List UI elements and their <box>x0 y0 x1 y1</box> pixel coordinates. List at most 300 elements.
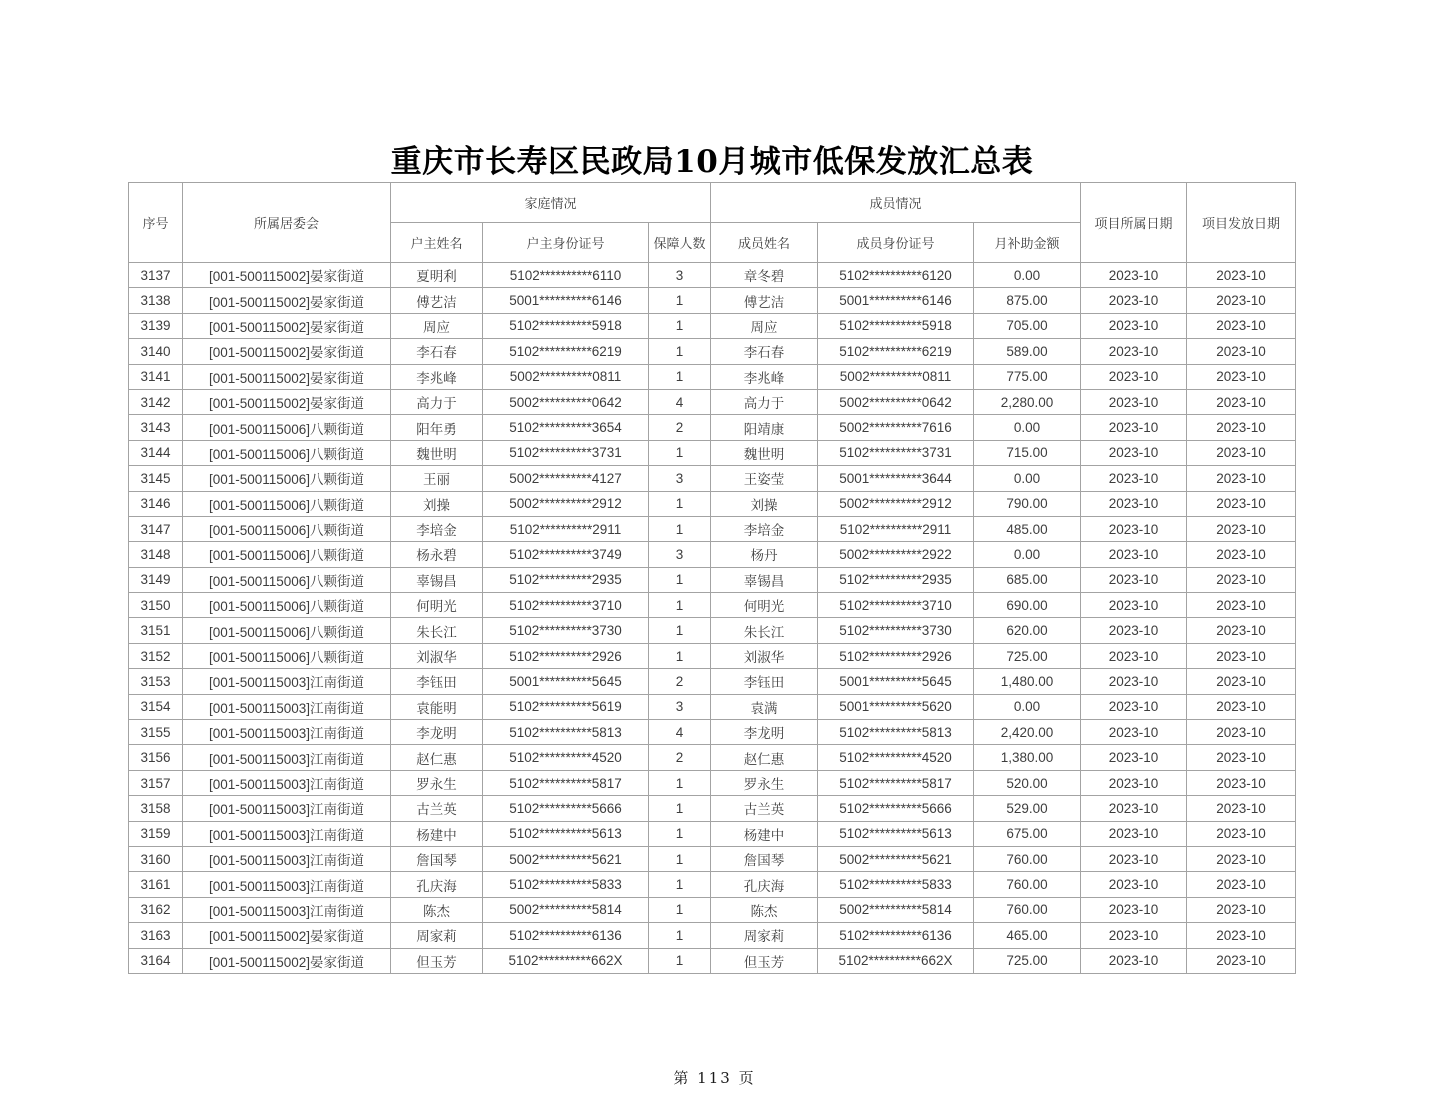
table-cell: 5002**********0642 <box>483 389 649 414</box>
col-header-seq: 序号 <box>129 183 183 263</box>
table-cell: 但玉芳 <box>391 948 483 973</box>
table-row <box>129 542 1296 567</box>
table-cell: 5102**********2935 <box>818 567 974 592</box>
table-cell: 2023-10 <box>1081 770 1187 795</box>
table-cell: 2023-10 <box>1081 288 1187 313</box>
col-header-member-id: 成员身份证号 <box>818 223 974 263</box>
table-cell: 5102**********5619 <box>483 694 649 719</box>
table-cell: 2023-10 <box>1187 923 1296 948</box>
table-cell: 1 <box>649 770 711 795</box>
table-cell: 5102**********6219 <box>818 339 974 364</box>
table-cell: 陈杰 <box>391 897 483 922</box>
table-cell: 1 <box>649 643 711 668</box>
table-cell: 3137 <box>129 263 183 288</box>
table-cell: 古兰英 <box>391 796 483 821</box>
table-cell: 周家莉 <box>711 923 818 948</box>
table-cell: 2023-10 <box>1187 339 1296 364</box>
table-row <box>129 364 1296 389</box>
table-cell: 5102**********2911 <box>483 516 649 541</box>
table-cell: 2023-10 <box>1187 643 1296 668</box>
table-cell: 5002**********5814 <box>483 897 649 922</box>
table-cell: 1 <box>649 872 711 897</box>
table-cell: 1 <box>649 897 711 922</box>
table-cell: [001-500115002]晏家街道 <box>183 263 391 288</box>
table-cell: 2023-10 <box>1081 846 1187 871</box>
table-cell: 2 <box>649 745 711 770</box>
table-cell: 3138 <box>129 288 183 313</box>
table-cell: 465.00 <box>974 923 1081 948</box>
table-cell: [001-500115002]晏家街道 <box>183 389 391 414</box>
table-row <box>129 669 1296 694</box>
page-footer: 第 113 页 <box>673 1069 756 1087</box>
table-cell: 詹国琴 <box>711 846 818 871</box>
table-cell: 5002**********2922 <box>818 542 974 567</box>
table-cell: 3149 <box>129 567 183 592</box>
table-cell: 朱长江 <box>711 618 818 643</box>
table-cell: 高力于 <box>711 389 818 414</box>
table-cell: 3142 <box>129 389 183 414</box>
table-row <box>129 897 1296 922</box>
table-cell: 2023-10 <box>1187 745 1296 770</box>
table-row <box>129 415 1296 440</box>
table-cell: 5102**********3731 <box>483 440 649 465</box>
table-cell: 3163 <box>129 923 183 948</box>
table-cell: 杨永碧 <box>391 542 483 567</box>
table-cell: 5002**********2912 <box>818 491 974 516</box>
table-cell: 赵仁惠 <box>711 745 818 770</box>
table-cell: 5102**********6110 <box>483 263 649 288</box>
table-cell: 4 <box>649 389 711 414</box>
table-cell: 2023-10 <box>1187 415 1296 440</box>
table-cell: 5102**********6120 <box>818 263 974 288</box>
table-cell: 杨建中 <box>711 821 818 846</box>
table-cell: 2023-10 <box>1187 263 1296 288</box>
table-cell: 陈杰 <box>711 897 818 922</box>
table-cell: 阳年勇 <box>391 415 483 440</box>
table-cell: 1 <box>649 948 711 973</box>
table-cell: 罗永生 <box>711 770 818 795</box>
table-cell: 2023-10 <box>1081 263 1187 288</box>
table-cell: [001-500115006]八颗街道 <box>183 466 391 491</box>
table-cell: [001-500115003]江南街道 <box>183 821 391 846</box>
table-cell: [001-500115002]晏家街道 <box>183 288 391 313</box>
table-cell: 5102**********662X <box>818 948 974 973</box>
table-cell: 3164 <box>129 948 183 973</box>
table-cell: 5102**********5918 <box>483 313 649 338</box>
table-cell: 1,480.00 <box>974 669 1081 694</box>
table-cell: 王丽 <box>391 466 483 491</box>
table-cell: 5001**********5620 <box>818 694 974 719</box>
col-header-householder-id: 户主身份证号 <box>483 223 649 263</box>
table-cell: 李钰田 <box>391 669 483 694</box>
table-cell: 5102**********3730 <box>483 618 649 643</box>
table-cell: 何明光 <box>711 593 818 618</box>
table-cell: 5102**********5813 <box>483 720 649 745</box>
table-cell: 杨建中 <box>391 821 483 846</box>
table-cell: 5102**********5817 <box>483 770 649 795</box>
table-cell: [001-500115006]八颗街道 <box>183 567 391 592</box>
table-row <box>129 313 1296 338</box>
table-cell: 李培金 <box>391 516 483 541</box>
table-cell: 3 <box>649 542 711 567</box>
table-cell: 1 <box>649 288 711 313</box>
table-cell: [001-500115003]江南街道 <box>183 796 391 821</box>
table-cell: 1,380.00 <box>974 745 1081 770</box>
table-cell: 刘淑华 <box>391 643 483 668</box>
table-row <box>129 339 1296 364</box>
table-cell: [001-500115006]八颗街道 <box>183 593 391 618</box>
table-cell: 5102**********2935 <box>483 567 649 592</box>
table-cell: 1 <box>649 364 711 389</box>
table-cell: 5002**********5814 <box>818 897 974 922</box>
col-header-issue-month: 项目发放日期 <box>1187 183 1296 263</box>
col-header-householder-name: 户主姓名 <box>391 223 483 263</box>
table-cell: 760.00 <box>974 846 1081 871</box>
table-cell: 3145 <box>129 466 183 491</box>
table-cell: 690.00 <box>974 593 1081 618</box>
table-row <box>129 923 1296 948</box>
table-cell: [001-500115006]八颗街道 <box>183 440 391 465</box>
table-cell: 1 <box>649 821 711 846</box>
table-cell: 2,280.00 <box>974 389 1081 414</box>
table-cell: 2023-10 <box>1081 872 1187 897</box>
table-cell: 袁能明 <box>391 694 483 719</box>
table-cell: 5002**********5621 <box>818 846 974 871</box>
table-cell: [001-500115003]江南街道 <box>183 694 391 719</box>
table-cell: 2023-10 <box>1187 720 1296 745</box>
table-cell: 725.00 <box>974 643 1081 668</box>
table-cell: 2023-10 <box>1081 389 1187 414</box>
table-cell: 5102**********4520 <box>483 745 649 770</box>
table-cell: 2023-10 <box>1187 846 1296 871</box>
table-cell: 5102**********2911 <box>818 516 974 541</box>
table-cell: 1 <box>649 313 711 338</box>
table-cell: 2023-10 <box>1187 694 1296 719</box>
table-cell: 2023-10 <box>1081 440 1187 465</box>
table-row <box>129 694 1296 719</box>
table-row <box>129 491 1296 516</box>
table-cell: [001-500115003]江南街道 <box>183 872 391 897</box>
table-row <box>129 618 1296 643</box>
table-cell: 辜锡昌 <box>391 567 483 592</box>
table-row <box>129 948 1296 973</box>
table-cell: 2023-10 <box>1187 440 1296 465</box>
table-cell: 2 <box>649 669 711 694</box>
table-cell: 1 <box>649 516 711 541</box>
table-cell: 2023-10 <box>1081 466 1187 491</box>
table-cell: 5102**********5666 <box>818 796 974 821</box>
table-cell: 5102**********5613 <box>483 821 649 846</box>
table-cell: 3139 <box>129 313 183 338</box>
table-row <box>129 643 1296 668</box>
table-cell: 5102**********6136 <box>818 923 974 948</box>
table-cell: 3152 <box>129 643 183 668</box>
table-cell: 周应 <box>391 313 483 338</box>
table-cell: 685.00 <box>974 567 1081 592</box>
table-cell: 2023-10 <box>1187 313 1296 338</box>
table-cell: 2023-10 <box>1187 542 1296 567</box>
table-row <box>129 567 1296 592</box>
table-cell: 3 <box>649 694 711 719</box>
table-cell: 0.00 <box>974 542 1081 567</box>
table-cell: 2023-10 <box>1187 491 1296 516</box>
table-cell: 5102**********5666 <box>483 796 649 821</box>
table-cell: 5001**********5645 <box>483 669 649 694</box>
table-cell: 2023-10 <box>1187 567 1296 592</box>
table-cell: 魏世明 <box>391 440 483 465</box>
col-group-member: 成员情况 <box>711 183 1081 223</box>
table-cell: 620.00 <box>974 618 1081 643</box>
header-row-groups <box>129 183 1296 223</box>
table-cell: 5001**********3644 <box>818 466 974 491</box>
table-cell: 袁满 <box>711 694 818 719</box>
table-cell: 3159 <box>129 821 183 846</box>
col-header-committee: 所属居委会 <box>183 183 391 263</box>
table-cell: 3 <box>649 263 711 288</box>
table-cell: 5102**********4520 <box>818 745 974 770</box>
table-cell: 5002**********0811 <box>483 364 649 389</box>
table-cell: 875.00 <box>974 288 1081 313</box>
table-cell: 3156 <box>129 745 183 770</box>
table-cell: 3144 <box>129 440 183 465</box>
table-cell: 李石春 <box>391 339 483 364</box>
table-cell: 2 <box>649 415 711 440</box>
table-cell: 5001**********6146 <box>483 288 649 313</box>
table-cell: 3148 <box>129 542 183 567</box>
table-row <box>129 466 1296 491</box>
table-row <box>129 745 1296 770</box>
table-cell: 李兆峰 <box>391 364 483 389</box>
table-row <box>129 288 1296 313</box>
table-cell: 2023-10 <box>1187 821 1296 846</box>
table-cell: 3150 <box>129 593 183 618</box>
table-cell: 2023-10 <box>1081 542 1187 567</box>
table-cell: 2023-10 <box>1081 618 1187 643</box>
table-cell: 5102**********6136 <box>483 923 649 948</box>
table-cell: 1 <box>649 567 711 592</box>
table-cell: 2023-10 <box>1081 491 1187 516</box>
col-header-project-month: 项目所属日期 <box>1081 183 1187 263</box>
table-cell: 2023-10 <box>1081 669 1187 694</box>
table-cell: 705.00 <box>974 313 1081 338</box>
table-cell: 2023-10 <box>1081 745 1187 770</box>
table-cell: 2023-10 <box>1081 516 1187 541</box>
table-cell: 4 <box>649 720 711 745</box>
table-cell: 3161 <box>129 872 183 897</box>
table-cell: 1 <box>649 593 711 618</box>
table-row <box>129 872 1296 897</box>
table-cell: 章冬碧 <box>711 263 818 288</box>
table-cell: 5002**********0642 <box>818 389 974 414</box>
table-cell: 3146 <box>129 491 183 516</box>
table-cell: [001-500115002]晏家街道 <box>183 339 391 364</box>
table-cell: 古兰英 <box>711 796 818 821</box>
table-cell: 5001**********6146 <box>818 288 974 313</box>
table-cell: 3147 <box>129 516 183 541</box>
col-group-family: 家庭情况 <box>391 183 711 223</box>
table-cell: 孔庆海 <box>391 872 483 897</box>
table-cell: 辜锡昌 <box>711 567 818 592</box>
table-cell: 2023-10 <box>1187 796 1296 821</box>
table-cell: 5002**********2912 <box>483 491 649 516</box>
table-cell: 傅艺洁 <box>391 288 483 313</box>
table-cell: 3160 <box>129 846 183 871</box>
table-cell: 3151 <box>129 618 183 643</box>
table-cell: 2023-10 <box>1187 389 1296 414</box>
table-cell: 1 <box>649 440 711 465</box>
table-row <box>129 389 1296 414</box>
table-cell: 5002**********4127 <box>483 466 649 491</box>
table-cell: 阳靖康 <box>711 415 818 440</box>
table-cell: 3155 <box>129 720 183 745</box>
table-cell: [001-500115006]八颗街道 <box>183 643 391 668</box>
table-cell: 2023-10 <box>1187 948 1296 973</box>
table-cell: 760.00 <box>974 872 1081 897</box>
table-cell: [001-500115006]八颗街道 <box>183 415 391 440</box>
table-cell: 5102**********3710 <box>483 593 649 618</box>
table-cell: 2023-10 <box>1187 288 1296 313</box>
table-row <box>129 516 1296 541</box>
col-header-monthly-subsidy: 月补助金额 <box>974 223 1081 263</box>
table-cell: 周家莉 <box>391 923 483 948</box>
table-cell: 2023-10 <box>1081 720 1187 745</box>
table-cell: 3140 <box>129 339 183 364</box>
table-cell: 李龙明 <box>711 720 818 745</box>
table-cell: 2023-10 <box>1081 364 1187 389</box>
table-cell: 0.00 <box>974 466 1081 491</box>
table-cell: 李培金 <box>711 516 818 541</box>
table-cell: 2023-10 <box>1081 694 1187 719</box>
table-cell: 715.00 <box>974 440 1081 465</box>
table-cell: 2023-10 <box>1187 516 1296 541</box>
table-cell: 2023-10 <box>1081 593 1187 618</box>
table-cell: 高力于 <box>391 389 483 414</box>
table-cell: 529.00 <box>974 796 1081 821</box>
table-cell: 2023-10 <box>1081 643 1187 668</box>
table-cell: 刘操 <box>711 491 818 516</box>
table-cell: 5102**********662X <box>483 948 649 973</box>
table-cell: 2023-10 <box>1081 415 1187 440</box>
table-cell: 刘淑华 <box>711 643 818 668</box>
table-cell: 2023-10 <box>1187 897 1296 922</box>
table-header <box>129 183 1296 263</box>
table-cell: [001-500115003]江南街道 <box>183 897 391 922</box>
table-cell: 5102**********6219 <box>483 339 649 364</box>
table-cell: [001-500115003]江南街道 <box>183 720 391 745</box>
table-cell: 5002**********7616 <box>818 415 974 440</box>
table-cell: [001-500115003]江南街道 <box>183 770 391 795</box>
table-cell: 李兆峰 <box>711 364 818 389</box>
table-cell: 3157 <box>129 770 183 795</box>
table-cell: 3162 <box>129 897 183 922</box>
table-cell: 520.00 <box>974 770 1081 795</box>
table-cell: 魏世明 <box>711 440 818 465</box>
table-row <box>129 796 1296 821</box>
table-cell: 3153 <box>129 669 183 694</box>
col-header-insured-count: 保障人数 <box>649 223 711 263</box>
table-cell: 何明光 <box>391 593 483 618</box>
table-cell: 5102**********5613 <box>818 821 974 846</box>
table-cell: 775.00 <box>974 364 1081 389</box>
table-cell: 孔庆海 <box>711 872 818 897</box>
table-cell: 赵仁惠 <box>391 745 483 770</box>
subsidy-summary-table <box>128 182 1296 974</box>
table-cell: 5002**********0811 <box>818 364 974 389</box>
table-cell: 2023-10 <box>1187 669 1296 694</box>
table-cell: 1 <box>649 846 711 871</box>
table-cell: 2023-10 <box>1081 948 1187 973</box>
table-cell: 2023-10 <box>1187 872 1296 897</box>
table-cell: 李钰田 <box>711 669 818 694</box>
table-cell: 2023-10 <box>1187 593 1296 618</box>
table-cell: 2,420.00 <box>974 720 1081 745</box>
table-cell: [001-500115003]江南街道 <box>183 669 391 694</box>
table-cell: 李石春 <box>711 339 818 364</box>
table-cell: 725.00 <box>974 948 1081 973</box>
table-cell: 5102**********5833 <box>483 872 649 897</box>
col-header-member-name: 成员姓名 <box>711 223 818 263</box>
table-cell: 790.00 <box>974 491 1081 516</box>
table-cell: 5002**********5621 <box>483 846 649 871</box>
table-cell: 夏明利 <box>391 263 483 288</box>
table-cell: 傅艺洁 <box>711 288 818 313</box>
table-cell: [001-500115002]晏家街道 <box>183 364 391 389</box>
table-cell: 詹国琴 <box>391 846 483 871</box>
table-cell: 5102**********2926 <box>483 643 649 668</box>
table-cell: [001-500115002]晏家街道 <box>183 313 391 338</box>
table-cell: 李龙明 <box>391 720 483 745</box>
table-cell: 2023-10 <box>1187 364 1296 389</box>
table-cell: [001-500115006]八颗街道 <box>183 618 391 643</box>
table-cell: 3 <box>649 466 711 491</box>
table-cell: 朱长江 <box>391 618 483 643</box>
table-cell: 杨丹 <box>711 542 818 567</box>
table-row <box>129 593 1296 618</box>
table-cell: 周应 <box>711 313 818 338</box>
table-cell: 5001**********5645 <box>818 669 974 694</box>
table-cell: [001-500115006]八颗街道 <box>183 491 391 516</box>
table-cell: 王姿莹 <box>711 466 818 491</box>
table-cell: 2023-10 <box>1081 897 1187 922</box>
table-cell: 但玉芳 <box>711 948 818 973</box>
table-cell: 589.00 <box>974 339 1081 364</box>
table-cell: 0.00 <box>974 415 1081 440</box>
table-cell: 1 <box>649 491 711 516</box>
table-row <box>129 821 1296 846</box>
table-cell: 2023-10 <box>1187 770 1296 795</box>
table-cell: 5102**********5817 <box>818 770 974 795</box>
table-cell: 3143 <box>129 415 183 440</box>
table-body <box>129 263 1296 974</box>
page-title: 重庆市长寿区民政局10月城市低保发放汇总表 <box>390 144 1034 180</box>
table-cell: 1 <box>649 618 711 643</box>
table-cell: 5102**********3654 <box>483 415 649 440</box>
table-cell: 3154 <box>129 694 183 719</box>
table-cell: 5102**********5918 <box>818 313 974 338</box>
table-cell: 5102**********3731 <box>818 440 974 465</box>
table-cell: 675.00 <box>974 821 1081 846</box>
table-cell: 1 <box>649 339 711 364</box>
table-cell: 5102**********5833 <box>818 872 974 897</box>
table-cell: 3141 <box>129 364 183 389</box>
table-cell: 刘操 <box>391 491 483 516</box>
table-cell: 760.00 <box>974 897 1081 922</box>
table-cell: 2023-10 <box>1081 339 1187 364</box>
table-cell: 5102**********3710 <box>818 593 974 618</box>
table-cell: 2023-10 <box>1187 618 1296 643</box>
table-cell: 2023-10 <box>1081 821 1187 846</box>
table-cell: [001-500115006]八颗街道 <box>183 516 391 541</box>
